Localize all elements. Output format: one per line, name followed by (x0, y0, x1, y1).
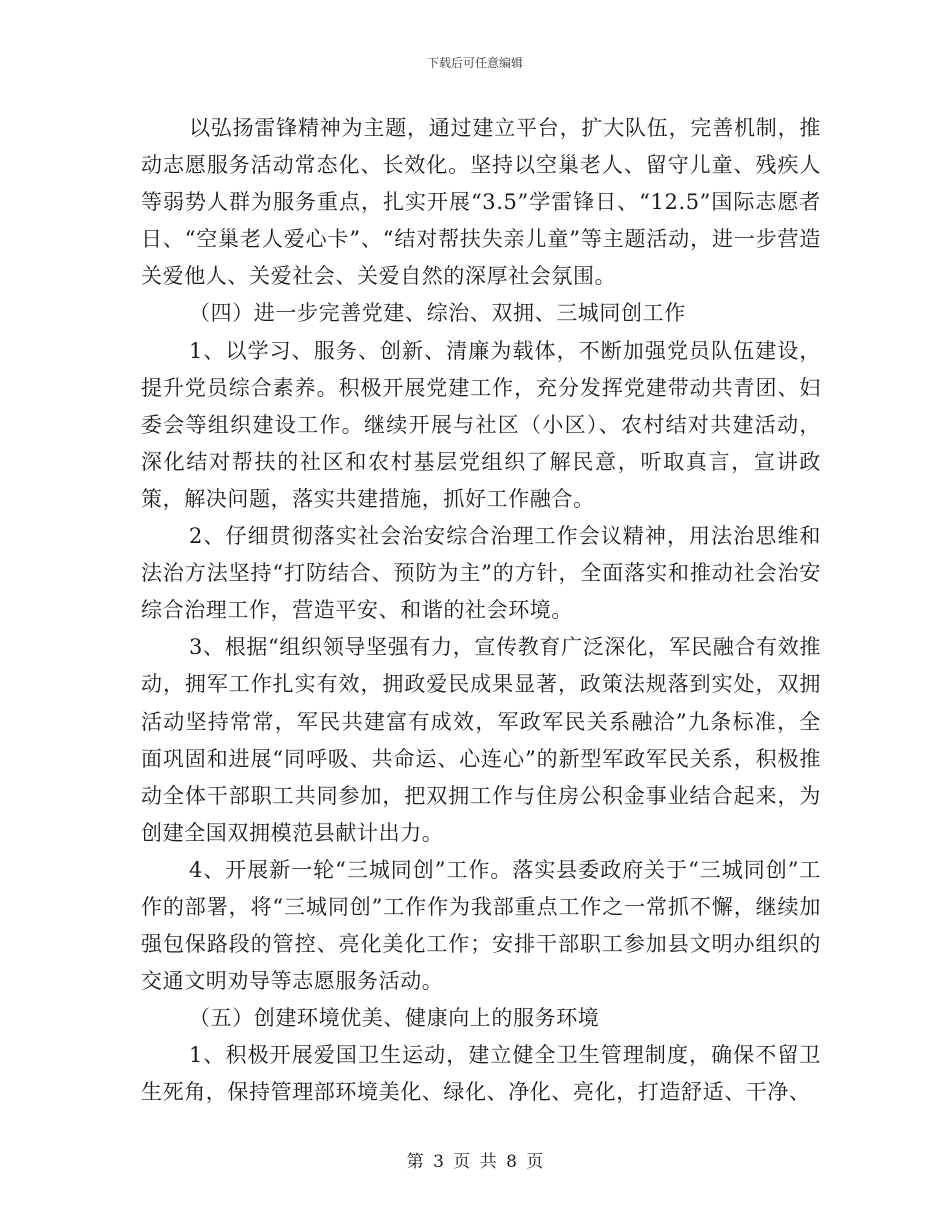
paragraph-public-security: 2、仔细贯彻落实社会治安综合治理工作会议精神，用法治思维和法治方法坚持“打防结合、预防为主”的方针，全面落实和推动社会治安综合治理工作，营造平安、和谐的社会环境。 (141, 524, 821, 623)
paragraph-party-building: 1、以学习、服务、创新、清廉为载体，不断加强党员队伍建设，提升党员综合素养。积极开展党建工作，充分发挥党建带动共青团、妇委会等组织建设工作。继续开展与社区（小区）、农村结对共建活动，深化结对帮扶的社区和农村基层党组织了解民意，听取真言，宣讲政策，解决问题，落实共建措施，抓好工作融合。 (141, 338, 821, 511)
section-heading-four: （四）进一步完善党建、综治、双拥、三城同创工作 (189, 301, 686, 326)
section-heading-five: （五）创建环境优美、健康向上的服务环境 (189, 1006, 600, 1031)
paragraph-three-cities: 4、开展新一轮“三城同创”工作。落实县委政府关于“三城同创”工作的部署，将“三城同创”工作作为我部重点工作之一常抓不懈，继续加强包保路段的管控、亮化美化工作；安排干部职工参加县文明办组织的交通文明劝导等志愿服务活动。 (141, 857, 821, 994)
page-header: 下载后可任意编辑 (426, 56, 523, 70)
paragraph-double-support: 3、根据“组织领导坚强有力，宣传教育广泛深化，军民融合有效推动，拥军工作扎实有效，拥政爱民成果显著，政策法规落到实处，双拥活动坚持常常，军民共建富有成效，军政军民关系融洽”九条标准，全面巩固和进展“同呼吸、共命运、心连心”的新型军政军民关系，积极推动全体干部职工共同参加，把双拥工作与住房公积金事业结合起来，为创建全国双拥模范县献计出力。 (141, 635, 821, 845)
document-body (141, 110, 821, 1112)
paragraph-sanitation: 1、积极开展爱国卫生运动，建立健全卫生管理制度，确保不留卫生死角，保持管理部环境美化、绿化、净化、亮化，打造舒适、干净、 (141, 1043, 821, 1105)
paragraph-volunteer-service: 以弘扬雷锋精神为主题，通过建立平台，扩大队伍，完善机制，推动志愿服务活动常态化、长效化。坚持以空巢老人、留守儿童、残疾人等弱势人群为服务重点，扎实开展“3.5”学雷锋日、“12.5”国际志愿者日、“空巢老人爱心卡”、“结对帮扶失亲儿童”等主题活动，进一步营造关爱他人、关爱社会、关爱自然的深厚社会氛围。 (141, 116, 821, 289)
page-number-footer: 第 3 页 共 8 页 (406, 1152, 544, 1172)
